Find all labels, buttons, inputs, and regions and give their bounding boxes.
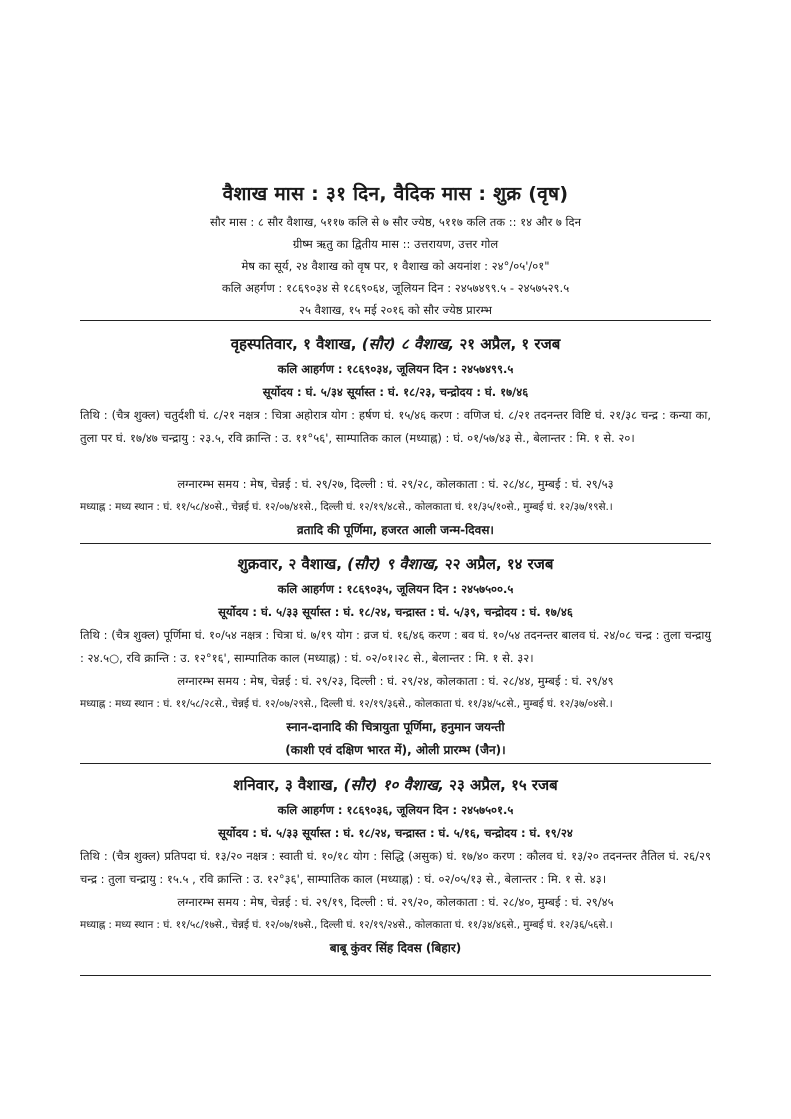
header-line-5: २५ वैशाख, १५ मई २०१६ को सौर ज्येष्ठ प्रारम्भ: [299, 303, 492, 317]
month-title: वैशाख मास : ३१ दिन, वैदिक मास : शुक्र (वृष): [222, 183, 569, 205]
kali-line: कलि आहर्गण : १८६९०३६, जूलियन दिन : २४५७५०१.५: [277, 803, 514, 817]
event-line: (काशी एवं दक्षिण भारत में), ओली प्रारम्भ (जैन)।: [285, 743, 506, 757]
divider: [80, 763, 711, 764]
day-title-solar: (सौर) १० वैशाख,: [343, 776, 444, 794]
day-title-gregorian: २२ अप्रैल, १४ रजब: [444, 555, 554, 573]
lagna-line: लग्नारम्भ समय : मेष, चेन्नई : घं. २९/२३, दिल्ली : घं. २९/२४, कोलकाता : घं. २८/४४, मुम्बई : घं. २९/४९: [177, 674, 614, 688]
day-title-solar: (सौर) ९ वैशाख,: [347, 555, 440, 573]
kali-line: कलि आहर्गण : १८६९०३५, जूलियन दिन : २४५७५००.५: [277, 582, 514, 596]
sun-moon-line: सूर्योदय : घं. ५/३३ सूर्यास्त : घं. १८/२४, चन्द्रास्त : घं. ५/३९, चन्द्रोदय : घं. १७/४६: [218, 605, 573, 619]
day-entry-3: [80, 771, 711, 960]
tithi-paragraph: तिथि : (चैत्र शुक्ल) चतुर्दशी घं. ८/२१ नक्षत्र : चित्रा अहोरात्र योग : हर्षण घं. १५/४६ करण : वणिज घं. ८/२१ तदनन्तर विष्टि घं. २१/३८ चन्द्र : कन्या का, तुला पर घं. १७/४७ चन्द्रायु : २३.५, रवि क्रान्ति : उ. ११°५६', साम्पातिक काल (मध्याह्न) : घं. ०१/५७/४३ से., बेलान्तर : मि. १ से. २०।: [80, 408, 711, 445]
lagna-line: लग्नारम्भ समय : मेष, चेन्नई : घं. २९/२७, दिल्ली : घं. २९/२८, कोलकाता : घं. २८/४८, मुम्बई : घं. २९/५३: [177, 477, 614, 491]
day-title-solar: (सौर) ८ वैशाख,: [361, 335, 455, 353]
header-line-1: सौर मास : ८ सौर वैशाख, ५११७ कलि से ७ सौर ज्येष्ठ, ५११७ कलि तक :: १४ और ७ दिन: [209, 215, 582, 229]
madhyahna-line: मध्याह्न : मध्य स्थान : घं. ११/५८/१७से., चेन्नई घं. १२/०७/१७से., दिल्ली घं. १२/१९/२४से., कोलकाता घं. ११/३४/४६से., मुम्बई घं. १२/३६/५६से.।: [80, 919, 613, 931]
event-line: व्रतादि की पूर्णिमा, हजरत आली जन्म-दिवस।: [297, 523, 494, 537]
divider: [80, 975, 711, 976]
sun-moon-line: सूर्योदय : घं. ५/३४ सूर्यास्त : घं. १८/२३, चन्द्रोदय : घं. १७/४६: [262, 385, 529, 399]
day-title-gregorian: २१ अप्रैल, १ रजब: [459, 335, 561, 353]
sun-moon-line: सूर्योदय : घं. ५/३३ सूर्यास्त : घं. १८/२४, चन्द्रास्त : घं. ५/१६, चन्द्रोदय : घं. १९/२४: [218, 826, 573, 840]
day-title: [80, 771, 711, 799]
day-entry-1: [80, 330, 711, 542]
day-title-date: वृहस्पतिवार, १ वैशाख,: [230, 335, 357, 353]
divider: [80, 320, 711, 321]
header-line-3: मेष का सूर्य, २४ वैशाख को वृष पर, १ वैशाख को अयनांश : २४°/०५'/०१": [241, 259, 550, 273]
madhyahna-line: मध्याह्न : मध्य स्थान : घं. ११/५८/४०से., चेन्नई घं. १२/०७/४१से., दिल्ली घं. १२/१९/४८से., कोलकाता घं. ११/३५/१०से., मुम्बई घं. १२/३७/१९से.।: [80, 501, 613, 513]
event-line: बाबू कुंवर सिंह दिवस (बिहार): [329, 941, 462, 955]
day-title: [80, 330, 711, 358]
day-title-gregorian: २३ अप्रैल, १५ रजब: [449, 776, 558, 794]
day-title-date: शुक्रवार, २ वैशाख,: [237, 555, 342, 573]
divider: [80, 543, 711, 544]
madhyahna-line: मध्याह्न : मध्य स्थान : घं. ११/५८/२८से., चेन्नई घं. १२/०७/२९से., दिल्ली घं. १२/१९/३६से., कोलकाता घं. ११/३४/५८से., मुम्बई घं. १२/३७/०४से.।: [80, 698, 613, 710]
lagna-line: लग्नारम्भ समय : मेष, चेन्नई : घं. २९/१९, दिल्ली : घं. २९/२०, कोलकाता : घं. २८/४०, मुम्बई : घं. २९/४५: [177, 895, 614, 909]
day-title: [80, 550, 711, 578]
header-line-2: ग्रीष्म ऋतु का द्वितीय मास :: उत्तरायण, उत्तर गोल: [292, 237, 499, 251]
tithi-paragraph: तिथि : (चैत्र शुक्ल) प्रतिपदा घं. १३/२० नक्षत्र : स्वाती घं. १०/१८ योग : सिद्धि (असुक) घं. १७/४० करण : कौलव घं. १३/२० तदनन्तर तैतिल घं. २६/२९ चन्द्र : तुला चन्द्रायु : १५.५ , रवि क्रान्ति : उ. १२°३६', साम्पातिक काल (मध्याह्न) : घं. ०२/०५/१३ से., बेलान्तर : मि. १ से. ४३।: [80, 849, 711, 886]
tithi-paragraph: तिथि : (चैत्र शुक्ल) पूर्णिमा घं. १०/५४ नक्षत्र : चित्रा घं. ७/१९ योग : व्रज घं. १६/४६ करण : बव घं. १०/५४ तदनन्तर बालव घं. २४/०८ चन्द्र : तुला चन्द्रायु : २४.५○, रवि क्रान्ति : उ. १२°१६', साम्पातिक काल (मध्याह्न) : घं. ०२/०१।२८ से., बेलान्तर : मि. १ से. ३२।: [80, 628, 711, 665]
day-entry-2: [80, 550, 711, 762]
header-line-4: कलि अहर्गण : १८६९०३४ से १८६९०६४, जूलियन दिन : २४५७४९९.५ - २४५७५२९.५: [221, 281, 570, 295]
kali-line: कलि आहर्गण : १८६९०३४, जूलियन दिन : २४५७४९९.५: [277, 362, 514, 376]
event-line: स्नान-दानादि की चित्रायुता पूर्णिमा, हनुमान जयन्ती: [286, 720, 505, 734]
day-title-date: शनिवार, ३ वैशाख,: [233, 776, 339, 794]
